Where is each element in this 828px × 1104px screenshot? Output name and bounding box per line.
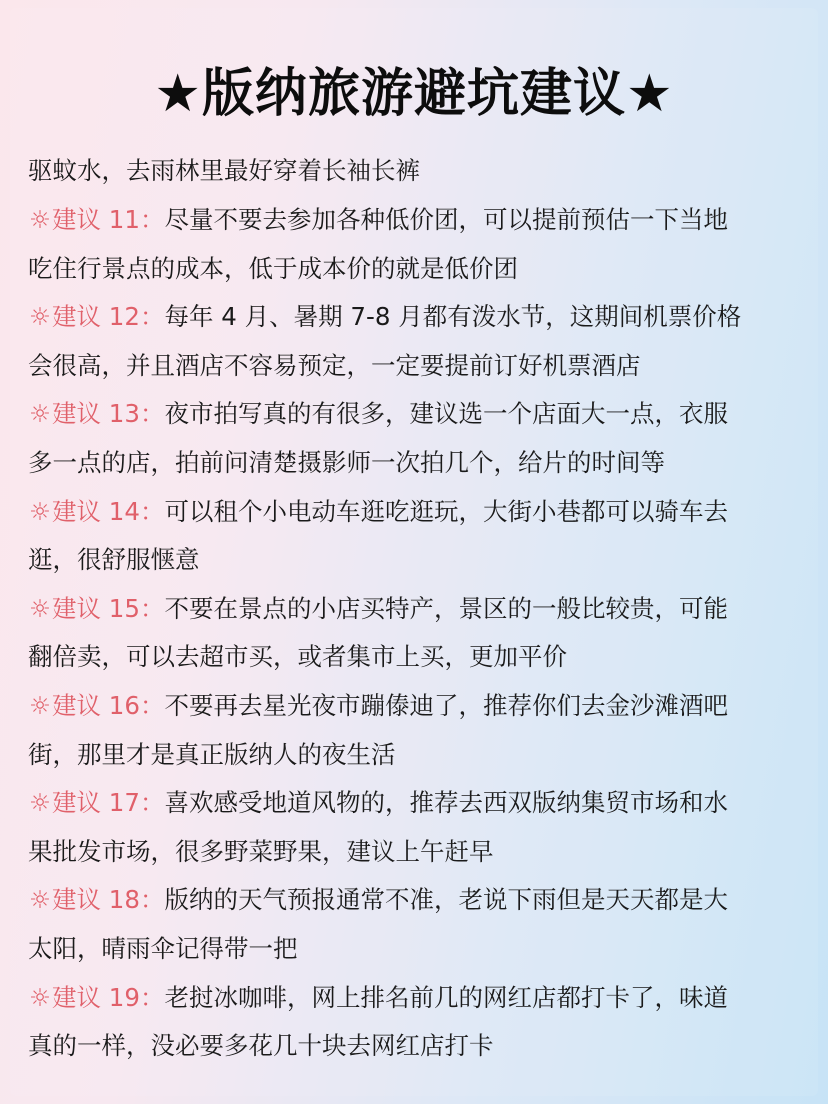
tip-text: 不要在景点的小店买特产，景区的一般比较贵，可能 [164, 593, 728, 623]
tip-continuation: 真的一样，没必要多花几十块去网红店打卡 [28, 1031, 494, 1061]
tip-label: 建议 15： [52, 593, 165, 623]
page-title: ★版纳旅游避坑建议★ [154, 64, 674, 124]
tip-text: 尽量不要去参加各种低价团，可以提前预估一下当地 [164, 205, 728, 234]
sun-icon: ☼ [29, 302, 51, 332]
tip-label: 建议 13： [52, 399, 165, 429]
tip-item-15 [28, 585, 808, 682]
tip-item-14 [28, 488, 808, 585]
tip-item-11 [28, 196, 808, 293]
tip-continuation: 翻倍卖，可以去超市买，或者集市上买，更加平价 [28, 642, 567, 672]
intro-line: 驱蚊水，去雨林里最好穿着长袖长裤 [28, 156, 420, 185]
sun-icon: ☼ [29, 205, 51, 234]
tip-line [28, 779, 808, 828]
tips-list [28, 146, 808, 1071]
tip-label: 建议 19： [52, 982, 165, 1012]
tip-label: 建议 11： [52, 205, 165, 234]
tip-continuation: 果批发市场，很多野菜野果，建议上午赶早 [28, 836, 494, 866]
tip-label: 建议 14： [52, 496, 165, 526]
tip-line [28, 390, 808, 439]
tip-item-18 [28, 876, 808, 973]
sun-icon: ☼ [29, 690, 51, 720]
tip-item-13 [28, 390, 808, 487]
tip-label: 建议 17： [52, 788, 165, 818]
tip-text: 老挝冰咖啡，网上排名前几的网红店都打卡了，味道 [164, 982, 728, 1012]
tip-continuation: 多一点的店，拍前问清楚摄影师一次拍几个，给片的时间等 [28, 447, 665, 477]
tip-line [28, 974, 808, 1023]
tip-continuation: 逛，很舒服惬意 [28, 545, 200, 575]
sun-icon: ☼ [29, 788, 51, 818]
tip-text: 可以租个小电动车逛吃逛玩，大街小巷都可以骑车去 [164, 496, 728, 526]
tip-label: 建议 18： [52, 885, 165, 915]
tip-item-19 [28, 974, 808, 1071]
tip-line [28, 585, 808, 634]
sun-icon: ☼ [29, 496, 51, 526]
tip-continuation: 会很高，并且酒店不容易预定，一定要提前订好机票酒店 [28, 350, 641, 380]
sun-icon: ☼ [29, 885, 51, 915]
tip-line [28, 488, 808, 537]
tip-line [28, 196, 808, 245]
tip-line [28, 682, 808, 731]
tip-continuation: 太阳，晴雨伞记得带一把 [28, 933, 298, 963]
sun-icon: ☼ [29, 593, 51, 623]
tip-item-12 [28, 293, 808, 390]
tip-line [28, 293, 808, 342]
sun-icon: ☼ [29, 982, 51, 1012]
tip-text: 每年 4 月、暑期 7-8 月都有泼水节，这期间机票价格 [164, 302, 742, 332]
tip-line [28, 876, 808, 925]
tip-text: 夜市拍写真的有很多，建议选一个店面大一点，衣服 [164, 399, 728, 429]
tip-text: 喜欢感受地道风物的，推荐去西双版纳集贸市场和水 [164, 788, 728, 818]
tip-item-16 [28, 682, 808, 779]
sun-icon: ☼ [29, 399, 51, 429]
tip-text: 版纳的天气预报通常不准，老说下雨但是天天都是大 [164, 885, 728, 915]
tip-text: 不要再去星光夜市蹦傣迪了，推荐你们去金沙滩酒吧 [164, 690, 728, 720]
tip-item-17 [28, 779, 808, 876]
tip-label: 建议 12： [52, 302, 165, 332]
tip-label: 建议 16： [52, 690, 165, 720]
tip-continuation: 吃住行景点的成本，低于成本价的就是低价团 [28, 253, 518, 283]
tip-continuation: 街，那里才是真正版纳人的夜生活 [28, 739, 396, 769]
